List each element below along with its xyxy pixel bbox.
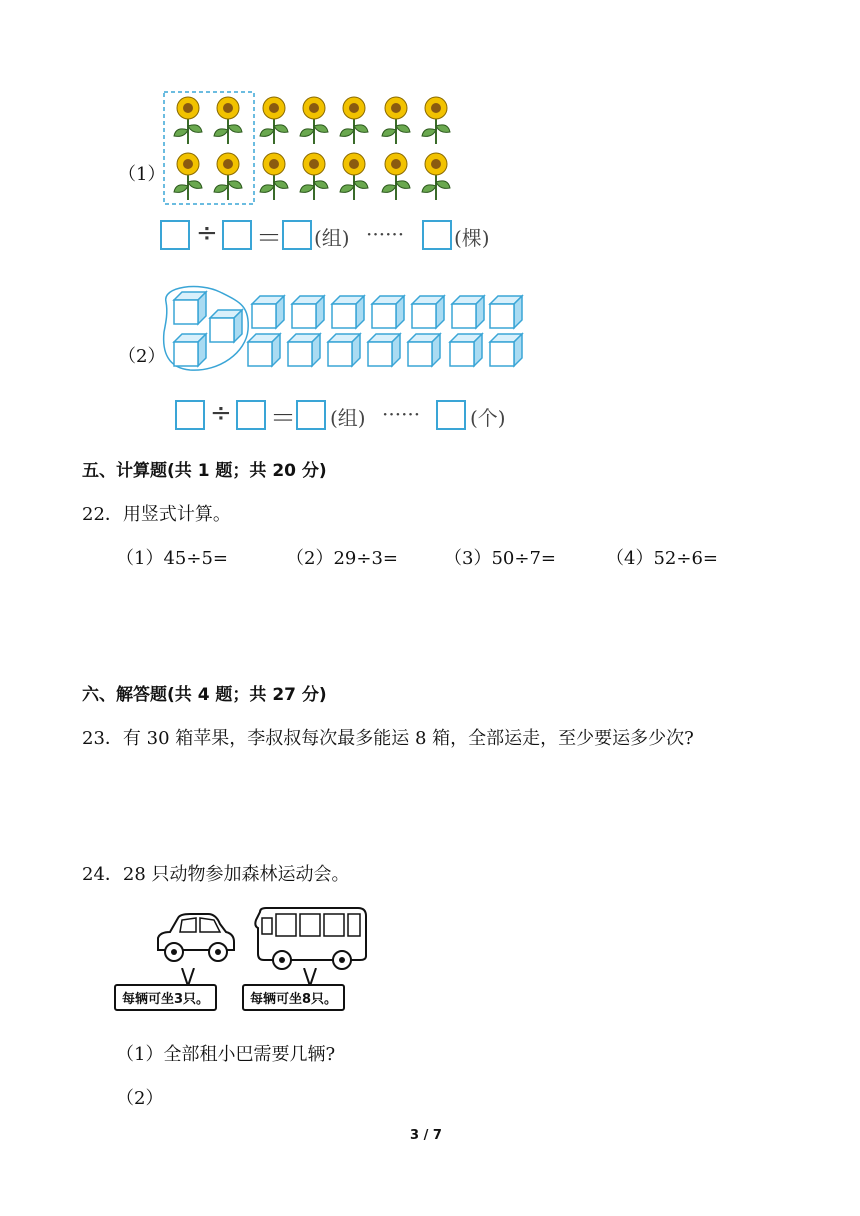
divide-sign: ÷ — [196, 218, 218, 248]
cube-grid — [160, 282, 530, 378]
cube-icon — [372, 296, 404, 328]
sunflower-icon — [260, 97, 288, 144]
sunflower-icon — [422, 97, 450, 144]
cube-icon — [490, 296, 522, 328]
section6-heading: 六、解答题(共 4 题；共 27 分) — [82, 685, 327, 705]
cube-icon — [452, 296, 484, 328]
divisor-box-1[interactable] — [222, 220, 252, 250]
sunflower-icon — [382, 153, 410, 200]
sunflower-icon — [300, 97, 328, 144]
cube-icon — [368, 334, 400, 366]
bus-icon — [250, 904, 372, 974]
sunflower-icon — [214, 153, 242, 200]
cube-icon — [210, 310, 242, 342]
cube-icon — [288, 334, 320, 366]
sunflower-icon — [382, 97, 410, 144]
dividend-box-1[interactable] — [160, 220, 190, 250]
car-icon — [150, 910, 240, 972]
page-number: 3 / 7 — [410, 1128, 442, 1143]
sunflower-icon — [174, 97, 202, 144]
sunflower-icon — [340, 153, 368, 200]
cube-icon — [174, 292, 206, 324]
cube-icon — [408, 334, 440, 366]
remainder-box-2[interactable] — [436, 400, 466, 430]
q22-stem: 22．用竖式计算。 — [82, 504, 231, 525]
cube-icon — [248, 334, 280, 366]
sunflower-icon — [300, 153, 328, 200]
ellipsis: ······ — [382, 402, 421, 426]
quotient-box-2[interactable] — [296, 400, 326, 430]
car-speech-bubble: 每辆可坐3只。 — [114, 984, 217, 1011]
section5-heading: 五、计算题(共 1 题；共 20 分) — [82, 461, 327, 481]
sunflower-icon — [422, 153, 450, 200]
q22-item-4: （4）52÷6= — [606, 548, 718, 569]
part1-label: （1） — [118, 164, 166, 185]
equals-sign: ＝ — [256, 224, 283, 254]
sunflower-icon — [260, 153, 288, 200]
sunflower-grid — [160, 90, 480, 205]
cube-icon — [292, 296, 324, 328]
bus-speech-bubble: 每辆可坐8只。 — [242, 984, 345, 1011]
q22-item-2: （2）29÷3= — [286, 548, 398, 569]
unit-remainder: (棵) — [454, 226, 490, 250]
unit-group: (组) — [314, 226, 350, 250]
ellipsis: ······ — [366, 222, 405, 246]
cube-icon — [490, 334, 522, 366]
sunflower-icon — [214, 97, 242, 144]
cube-icon — [332, 296, 364, 328]
q22-item-1: （1）45÷5= — [116, 548, 228, 569]
quotient-box-1[interactable] — [282, 220, 312, 250]
q24-sub1: （1）全部租小巴需要几辆? — [116, 1044, 336, 1065]
equals-sign: ＝ — [270, 404, 297, 434]
remainder-box-1[interactable] — [422, 220, 452, 250]
cube-icon — [328, 334, 360, 366]
cube-icon — [174, 334, 206, 366]
part2-label: （2） — [118, 346, 166, 367]
cube-icon — [412, 296, 444, 328]
sunflower-icon — [174, 153, 202, 200]
q23-stem: 23．有 30 箱苹果，李叔叔每次最多能运 8 箱，全部运走，至少要运多少次? — [82, 728, 694, 749]
cube-icon — [252, 296, 284, 328]
sunflower-icon — [340, 97, 368, 144]
cube-icon — [450, 334, 482, 366]
divisor-box-2[interactable] — [236, 400, 266, 430]
q24-stem: 24．28 只动物参加森林运动会。 — [82, 864, 350, 885]
q22-item-3: （3）50÷7= — [444, 548, 556, 569]
q24-sub2: （2） — [116, 1088, 164, 1109]
unit-remainder: (个) — [470, 406, 506, 430]
dividend-box-2[interactable] — [175, 400, 205, 430]
divide-sign: ÷ — [210, 398, 232, 428]
unit-group: (组) — [330, 406, 366, 430]
